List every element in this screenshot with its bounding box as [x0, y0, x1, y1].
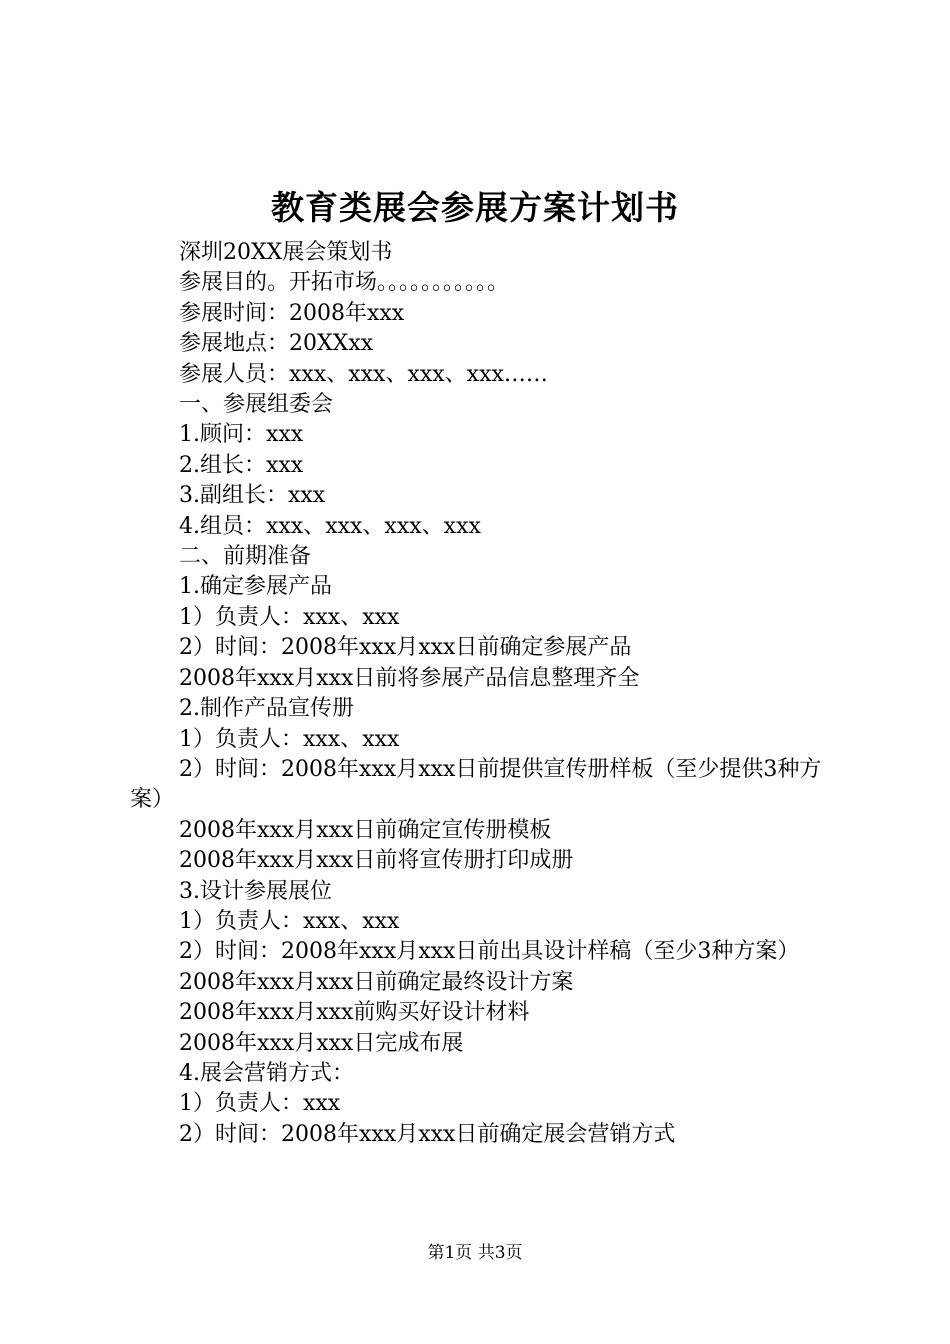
body-line: 3.设计参展展位	[179, 878, 332, 904]
body-line: 参展目的。开拓市场。。。。。。。。。。。	[179, 270, 510, 296]
body-line: 2008年xxx月xxx日前确定最终设计方案	[179, 969, 574, 995]
body-line: 1.顾问：xxx	[179, 422, 304, 448]
page-footer: 第1页 共3页	[427, 1243, 523, 1263]
body-line: 2）时间：2008年xxx月xxx日前提供宣传册样板（至少提供3种方案）	[130, 756, 822, 813]
body-line: 2）时间：2008年xxx月xxx日前确定参展产品	[179, 635, 632, 661]
body-line: 深圳20XX展会策划书	[179, 240, 393, 265]
document-title: 教育类展会参展方案计划书	[271, 188, 679, 227]
body-line: 2008年xxx月xxx前购买好设计材料	[179, 1000, 530, 1026]
body-line: 2008年xxx月xxx日前将宣传册打印成册	[179, 848, 574, 874]
body-line: 4.组员：xxx、xxx、xxx、xxx	[179, 513, 481, 539]
body-line: 参展时间：2008年xxx	[179, 300, 405, 326]
body-line: 4.展会营销方式：	[179, 1060, 354, 1086]
body-line: 1）负责人：xxx、xxx	[179, 726, 400, 752]
body-line: 2.制作产品宣传册	[179, 696, 354, 722]
body-line: 2）时间：2008年xxx月xxx日前确定展会营销方式	[179, 1121, 676, 1147]
body-line: 参展人员：xxx、xxx、xxx、xxx……	[179, 361, 548, 387]
body-line: 2008年xxx月xxx日前将参展产品信息整理齐全	[179, 665, 640, 691]
body-line: 参展地点：20XXxx	[179, 331, 374, 357]
body-line: 1）负责人：xxx、xxx	[179, 604, 400, 630]
body-line: 1.确定参展产品	[179, 574, 332, 600]
document-body	[130, 238, 830, 1150]
body-line: 3.副组长：xxx	[179, 483, 326, 509]
body-line: 2008年xxx月xxx日完成布展	[179, 1030, 464, 1056]
section-heading: 一、参展组委会	[179, 392, 334, 418]
body-line: 2.组长：xxx	[179, 452, 304, 478]
body-line: 2008年xxx月xxx日前确定宣传册模板	[179, 817, 552, 843]
body-line: 2）时间：2008年xxx月xxx日前出具设计样稿（至少3种方案）	[179, 939, 800, 965]
body-line: 1）负责人：xxx	[179, 1091, 341, 1117]
body-line: 1）负责人：xxx、xxx	[179, 908, 400, 934]
section-heading: 二、前期准备	[179, 544, 312, 570]
